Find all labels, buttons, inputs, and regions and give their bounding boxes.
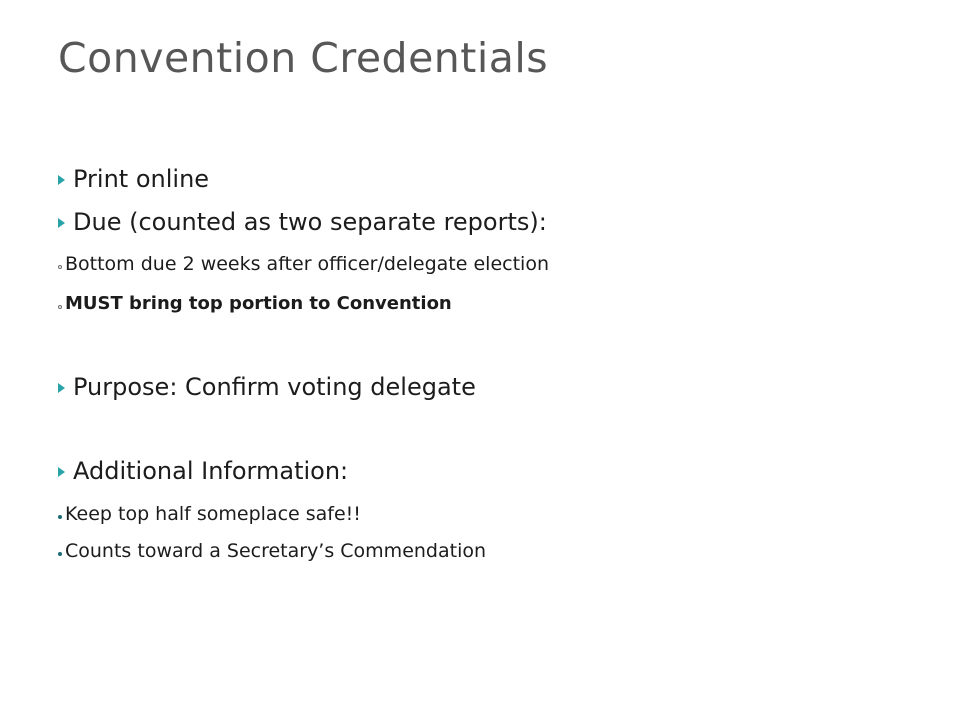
sub-bullet-item-commendation [58,540,486,562]
bullet-item-print-online [58,165,209,193]
filled-dot-icon [58,515,62,519]
sub-bullet-text: Keep top half someplace safe!! [65,503,361,525]
slide-title: Convention Credentials [58,34,549,82]
bullet-text: Purpose: Confirm voting delegate [73,373,476,401]
arrow-icon [58,467,65,477]
arrow-icon [58,383,65,393]
bullet-text: Print online [73,165,210,193]
bullet-text: Additional Information: [73,457,349,485]
sub-bullet-item-must-bring [58,293,452,314]
sub-bullet-item-bottom-due [58,253,549,275]
hollow-dot-icon [58,265,62,269]
hollow-dot-icon [58,305,62,309]
bullet-item-due [58,208,547,236]
sub-bullet-text: Bottom due 2 weeks after officer/delegate election [65,253,549,275]
bullet-item-purpose [58,373,476,401]
filled-dot-icon [58,552,62,556]
sub-bullet-text: Counts toward a Secretary’s Commendation [65,540,487,562]
arrow-icon [58,218,65,228]
sub-bullet-text: MUST bring top portion to Convention [65,293,452,314]
bullet-item-additional-info [58,457,348,485]
bullet-text: Due (counted as two separate reports): [73,208,547,236]
sub-bullet-item-keep-safe [58,503,361,525]
arrow-icon [58,175,65,185]
